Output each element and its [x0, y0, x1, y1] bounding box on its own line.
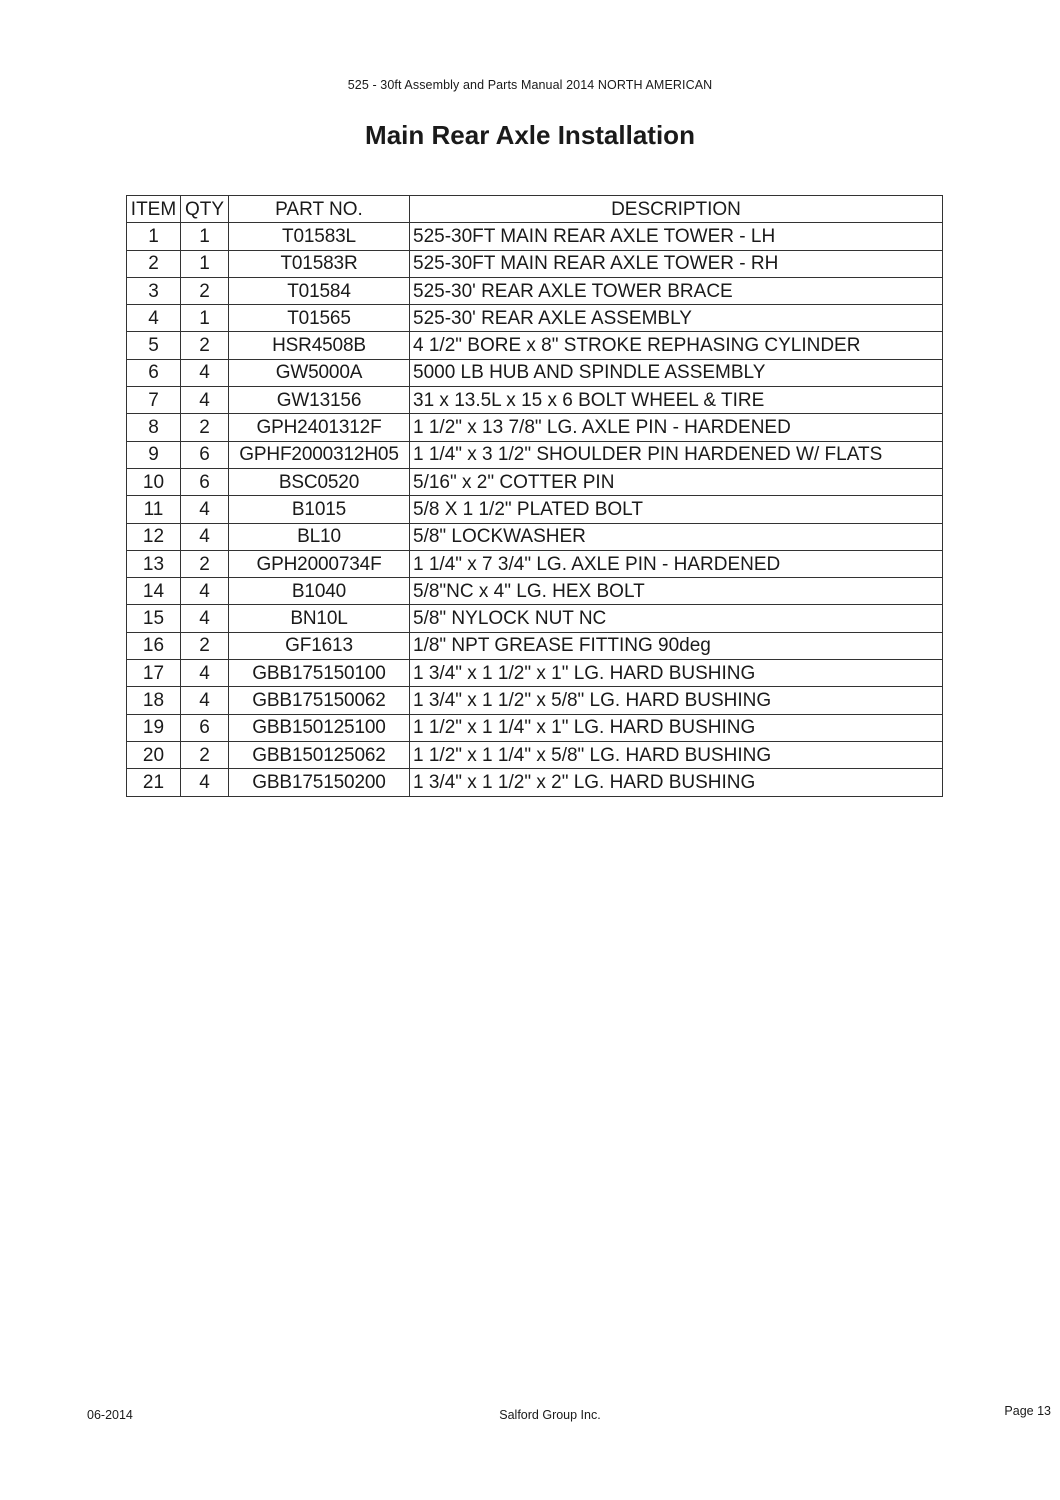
- cell-qty: 2: [181, 277, 229, 304]
- header-part-no: PART NO.: [229, 196, 410, 223]
- cell-part-no: GBB175150062: [229, 687, 410, 714]
- cell-part-no: BN10L: [229, 605, 410, 632]
- cell-description: 525-30' REAR AXLE TOWER BRACE: [410, 277, 943, 304]
- cell-qty: 6: [181, 468, 229, 495]
- cell-description: 4 1/2" BORE x 8" STROKE REPHASING CYLINDER: [410, 332, 943, 359]
- cell-description: 1 1/2" x 1 1/4" x 1" LG. HARD BUSHING: [410, 714, 943, 741]
- cell-description: 1 3/4" x 1 1/2" x 2" LG. HARD BUSHING: [410, 769, 943, 796]
- cell-item: 9: [127, 441, 181, 468]
- cell-part-no: GBB175150200: [229, 769, 410, 796]
- table-row: [127, 578, 943, 605]
- cell-part-no: BSC0520: [229, 468, 410, 495]
- table-row: [127, 550, 943, 577]
- cell-part-no: T01583R: [229, 250, 410, 277]
- cell-qty: 1: [181, 223, 229, 250]
- cell-item: 6: [127, 359, 181, 386]
- parts-table: [126, 195, 943, 797]
- cell-qty: 4: [181, 387, 229, 414]
- table-row: [127, 632, 943, 659]
- table-row: [127, 277, 943, 304]
- cell-part-no: HSR4508B: [229, 332, 410, 359]
- cell-description: 5000 LB HUB AND SPINDLE ASSEMBLY: [410, 359, 943, 386]
- page-title: Main Rear Axle Installation: [365, 120, 695, 150]
- footer-date: 06-2014: [87, 1408, 133, 1422]
- cell-item: 17: [127, 660, 181, 687]
- cell-description: 1 1/4" x 3 1/2" SHOULDER PIN HARDENED W/ FLATS: [410, 441, 943, 468]
- cell-qty: 4: [181, 359, 229, 386]
- cell-part-no: GPHF2000312H05: [229, 441, 410, 468]
- cell-part-no: B1040: [229, 578, 410, 605]
- cell-qty: 6: [181, 714, 229, 741]
- cell-item: 20: [127, 741, 181, 768]
- cell-item: 4: [127, 305, 181, 332]
- cell-qty: 1: [181, 305, 229, 332]
- cell-description: 5/8" LOCKWASHER: [410, 523, 943, 550]
- cell-qty: 6: [181, 441, 229, 468]
- table-row: [127, 714, 943, 741]
- cell-description: 1 3/4" x 1 1/2" x 1" LG. HARD BUSHING: [410, 660, 943, 687]
- table-row: [127, 387, 943, 414]
- cell-qty: 4: [181, 660, 229, 687]
- table-row: [127, 687, 943, 714]
- cell-description: 525-30' REAR AXLE ASSEMBLY: [410, 305, 943, 332]
- cell-item: 10: [127, 468, 181, 495]
- cell-part-no: GW5000A: [229, 359, 410, 386]
- cell-item: 18: [127, 687, 181, 714]
- cell-item: 5: [127, 332, 181, 359]
- table-row: [127, 496, 943, 523]
- cell-description: 1 1/4" x 7 3/4" LG. AXLE PIN - HARDENED: [410, 550, 943, 577]
- header-item: ITEM: [127, 196, 181, 223]
- cell-description: 5/8 X 1 1/2" PLATED BOLT: [410, 496, 943, 523]
- parts-table-body: [127, 223, 943, 796]
- table-row: [127, 741, 943, 768]
- cell-part-no: T01565: [229, 305, 410, 332]
- cell-item: 1: [127, 223, 181, 250]
- page-number: Page 13: [1004, 1404, 1051, 1418]
- table-row: [127, 769, 943, 796]
- cell-part-no: GPH2401312F: [229, 414, 410, 441]
- cell-item: 3: [127, 277, 181, 304]
- table-row: [127, 414, 943, 441]
- cell-part-no: GPH2000734F: [229, 550, 410, 577]
- cell-part-no: B1015: [229, 496, 410, 523]
- cell-item: 21: [127, 769, 181, 796]
- cell-part-no: GW13156: [229, 387, 410, 414]
- cell-description: 1 1/2" x 13 7/8" LG. AXLE PIN - HARDENED: [410, 414, 943, 441]
- table-row: [127, 250, 943, 277]
- header-description: DESCRIPTION: [410, 196, 943, 223]
- cell-description: 5/8" NYLOCK NUT NC: [410, 605, 943, 632]
- table-header-row: [127, 196, 943, 223]
- table-row: [127, 332, 943, 359]
- table-row: [127, 223, 943, 250]
- cell-description: 525-30FT MAIN REAR AXLE TOWER - RH: [410, 250, 943, 277]
- cell-description: 1 3/4" x 1 1/2" x 5/8" LG. HARD BUSHING: [410, 687, 943, 714]
- cell-description: 5/16" x 2" COTTER PIN: [410, 468, 943, 495]
- cell-item: 15: [127, 605, 181, 632]
- cell-qty: 4: [181, 605, 229, 632]
- cell-item: 14: [127, 578, 181, 605]
- cell-qty: 4: [181, 769, 229, 796]
- cell-qty: 4: [181, 687, 229, 714]
- cell-qty: 2: [181, 741, 229, 768]
- cell-part-no: T01583L: [229, 223, 410, 250]
- cell-description: 525-30FT MAIN REAR AXLE TOWER - LH: [410, 223, 943, 250]
- cell-qty: 4: [181, 523, 229, 550]
- cell-item: 7: [127, 387, 181, 414]
- cell-qty: 2: [181, 414, 229, 441]
- cell-item: 8: [127, 414, 181, 441]
- footer-company: Salford Group Inc.: [499, 1408, 601, 1422]
- table-row: [127, 468, 943, 495]
- cell-part-no: GF1613: [229, 632, 410, 659]
- cell-item: 16: [127, 632, 181, 659]
- table-row: [127, 523, 943, 550]
- cell-item: 2: [127, 250, 181, 277]
- cell-description: 5/8"NC x 4" LG. HEX BOLT: [410, 578, 943, 605]
- cell-qty: 2: [181, 632, 229, 659]
- table-row: [127, 441, 943, 468]
- cell-description: 1 1/2" x 1 1/4" x 5/8" LG. HARD BUSHING: [410, 741, 943, 768]
- cell-item: 11: [127, 496, 181, 523]
- cell-description: 31 x 13.5L x 15 x 6 BOLT WHEEL & TIRE: [410, 387, 943, 414]
- table-row: [127, 660, 943, 687]
- cell-qty: 2: [181, 332, 229, 359]
- header-qty: QTY: [181, 196, 229, 223]
- manual-header: 525 - 30ft Assembly and Parts Manual 2014 NORTH AMERICAN: [347, 78, 713, 92]
- table-row: [127, 605, 943, 632]
- cell-item: 12: [127, 523, 181, 550]
- cell-part-no: GBB175150100: [229, 660, 410, 687]
- cell-qty: 4: [181, 496, 229, 523]
- cell-item: 13: [127, 550, 181, 577]
- cell-description: 1/8" NPT GREASE FITTING 90deg: [410, 632, 943, 659]
- cell-part-no: BL10: [229, 523, 410, 550]
- cell-part-no: GBB150125062: [229, 741, 410, 768]
- cell-qty: 2: [181, 550, 229, 577]
- cell-part-no: GBB150125100: [229, 714, 410, 741]
- cell-qty: 1: [181, 250, 229, 277]
- table-row: [127, 305, 943, 332]
- table-row: [127, 359, 943, 386]
- cell-qty: 4: [181, 578, 229, 605]
- cell-item: 19: [127, 714, 181, 741]
- cell-part-no: T01584: [229, 277, 410, 304]
